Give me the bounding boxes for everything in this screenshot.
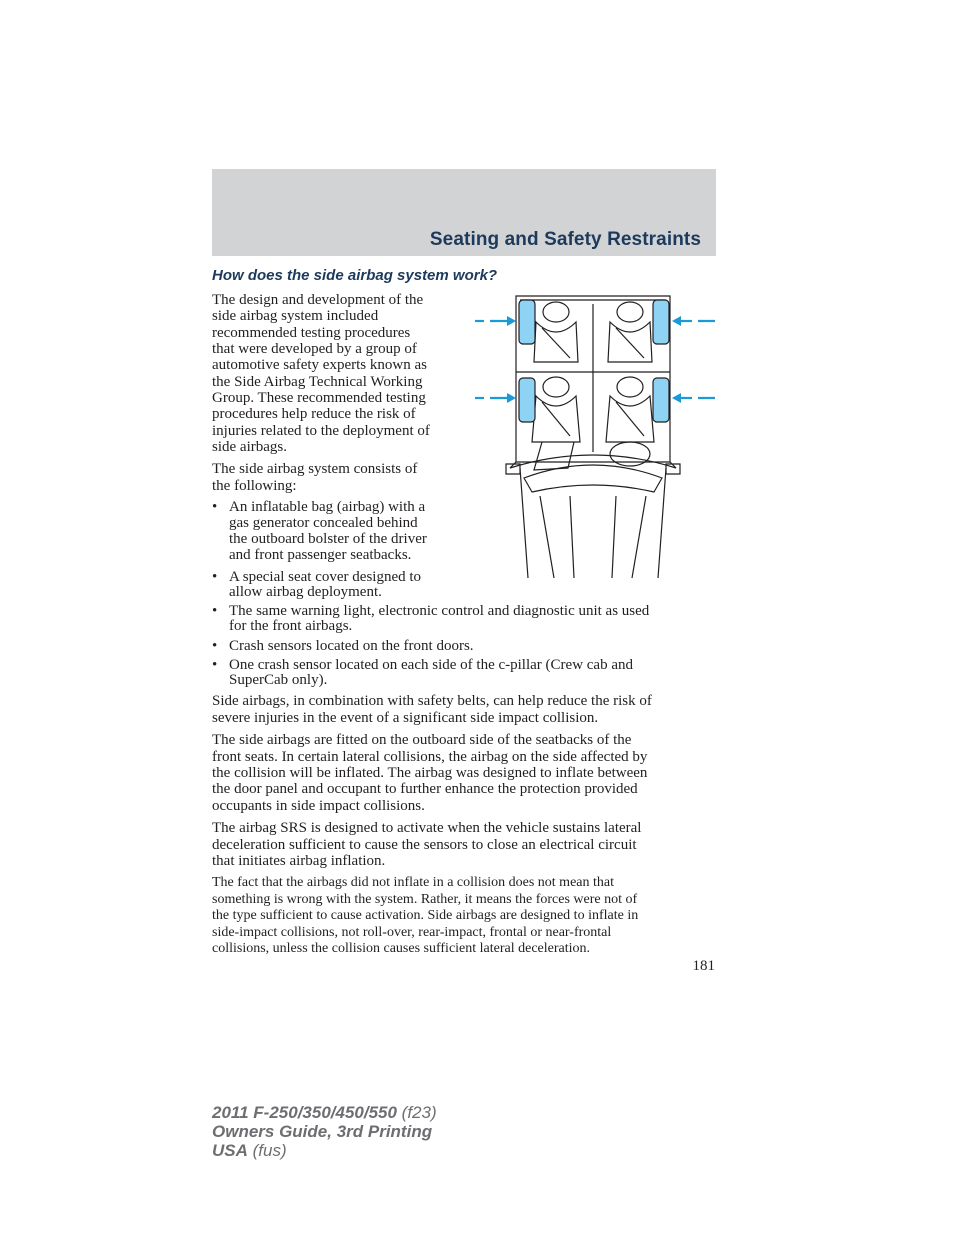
impact-arrows: [475, 316, 715, 403]
text-line: that were developed by a group of: [212, 341, 417, 357]
list-item: [212, 603, 716, 637]
footer-line: Owners Guide, 3rd Printing: [212, 1122, 433, 1141]
text-line: side airbags.: [212, 439, 287, 455]
text-line: deceleration sufficient to cause the sensors to close an electrical circuit: [212, 837, 637, 853]
text-line: automotive safety experts known as: [212, 357, 427, 373]
text-line: The fact that the airbags did not inflate in a collision does not mean that: [212, 875, 614, 890]
text-line: for the front airbags.: [229, 618, 353, 634]
footer-market-code: (fus): [247, 1141, 287, 1160]
footer-line: [212, 1141, 437, 1160]
text-line: the collision will be inflated. The airbag was designed to inflate between: [212, 765, 648, 781]
bullet-dot: •: [212, 499, 218, 515]
text-line: front seats. In certain lateral collisions, the airbag on the side affected by: [212, 749, 648, 765]
bullet-dot: •: [212, 657, 218, 673]
text-line: A special seat cover designed to: [229, 569, 422, 585]
text-line: side-impact collisions, not roll-over, rear-impact, frontal or near-frontal: [212, 925, 612, 940]
text-line: The same warning light, electronic control and diagnostic unit as used: [229, 603, 650, 619]
text-line: The side airbags are fitted on the outboard side of the seatbacks of the: [212, 732, 632, 748]
text-line: injuries related to the deployment of: [212, 423, 430, 439]
text-line: Side airbags, in combination with safety belts, can help reduce the risk of: [212, 693, 652, 709]
text-line: collisions, unless the collision causes sufficient lateral deceleration.: [212, 941, 591, 956]
list-item: [212, 499, 472, 569]
text-line: the following:: [212, 478, 297, 494]
text-line: gas generator concealed behind: [229, 515, 418, 531]
text-line: SuperCab only).: [229, 672, 328, 688]
text-line: One crash sensor located on each side of the c-pillar (Crew cab and: [229, 657, 633, 673]
text-line: the outboard bolster of the driver: [229, 531, 427, 547]
list-item: [212, 657, 716, 691]
text-line: the type sufficient to cause activation. Side airbags are designed to inflate in: [212, 908, 639, 923]
text-line: something is wrong with the system. Rather, it means the forces were not of: [212, 892, 638, 907]
text-line: Crash sensors located on the front doors.: [229, 638, 474, 654]
airbag-highlights: [519, 300, 669, 422]
text-line: and front passenger seatbacks.: [229, 547, 412, 563]
page-number: 181: [692, 958, 715, 974]
text-line: the Side Airbag Technical Working: [212, 374, 423, 390]
text-line: An inflatable bag (airbag) with a: [229, 499, 426, 515]
footer-line: [212, 1103, 437, 1122]
text-line: occupants in side impact collisions.: [212, 798, 425, 814]
text-line: The side airbag system consists of: [212, 461, 418, 477]
text-line: The airbag SRS is designed to activate when the vehicle sustains lateral: [212, 820, 642, 836]
list-item: [212, 569, 472, 603]
side-airbag-illustration: [470, 292, 718, 582]
footer-model: 2011 F-250/350/450/550: [212, 1103, 397, 1122]
bullet-dot: •: [212, 569, 218, 585]
text-line: procedures help reduce the risk of: [212, 406, 416, 422]
page-title: Seating and Safety Restraints: [429, 229, 701, 250]
bullet-dot: •: [212, 603, 218, 619]
list-item: [212, 638, 716, 656]
text-line: recommended testing procedures: [212, 325, 411, 341]
text-line: Group. These recommended testing: [212, 390, 426, 406]
text-line: severe injuries in the event of a significant side impact collision.: [212, 710, 599, 726]
document-footer: [212, 1103, 437, 1160]
footer-market: USA: [212, 1141, 248, 1160]
text-line: The design and development of the: [212, 292, 424, 308]
text-line: allow airbag deployment.: [229, 584, 382, 600]
text-line: that initiates airbag inflation.: [212, 853, 386, 869]
header-band: [212, 169, 716, 256]
section-heading: How does the side airbag system work?: [212, 267, 498, 284]
text-line: side airbag system included: [212, 308, 379, 324]
bullet-dot: •: [212, 638, 218, 654]
footer-model-code: (f23): [396, 1103, 437, 1122]
text-line: the door panel and occupant to further enhance the protection provided: [212, 781, 638, 797]
